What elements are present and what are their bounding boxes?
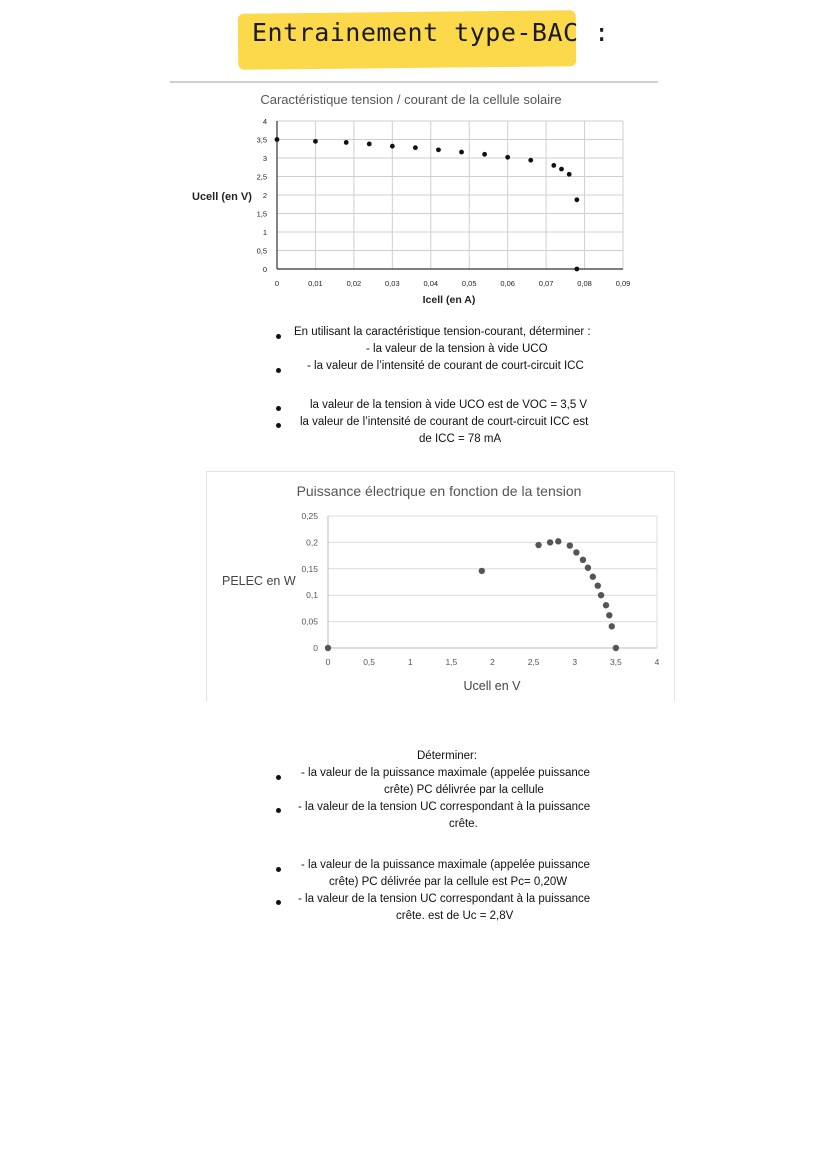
x-tick-label: 0,04 [423, 279, 439, 288]
x-tick-label: 0 [274, 279, 280, 288]
y-tick-label: 0,15 [301, 563, 318, 574]
x-tick-label: 0,01 [308, 279, 323, 288]
question-line: - la valeur de la tension UC correspondant à la puissance [298, 801, 591, 813]
answer-line: crête) PC délivrée par la cellule est Pc= 0,20W [329, 876, 568, 888]
answer-line: - la valeur de la tension UC correspondant à la puissance [298, 893, 591, 905]
page-title: Entrainement type-BAC : [252, 18, 610, 47]
x-tick-label: 0,02 [346, 279, 362, 288]
y-tick-label: 0,1 [306, 590, 318, 601]
x-tick-label: 0,07 [538, 279, 554, 288]
y-tick-label: 3 [262, 154, 267, 163]
x-tick-label: 1,5 [445, 657, 458, 667]
x-tick-label: 0,03 [385, 279, 400, 288]
y-tick-label: 0,25 [301, 511, 318, 521]
y-tick-label: 0,5 [256, 246, 267, 256]
y-tick-label: 0 [262, 265, 267, 274]
x-tick-label: 2,5 [527, 657, 540, 667]
x-tick-label: 0,06 [500, 279, 515, 288]
question-line: - la valeur de l’intensité de courant de court-circuit ICC [307, 360, 584, 372]
bullet [276, 867, 281, 872]
bullet [276, 900, 281, 905]
answer-line: de ICC = 78 mA [419, 433, 502, 445]
chart1-y-label: Ucell (en V) [192, 191, 252, 203]
question-line: crête. [449, 818, 478, 830]
question-line: En utilisant la caractéristique tension-courant, déterminer : [294, 326, 591, 338]
y-tick-label: 3,5 [256, 135, 267, 145]
chart1-title: Caractéristique tension / courant de la cellule solaire [260, 92, 562, 107]
chart2-title: Puissance électrique en fonction de la tension [296, 483, 582, 499]
x-tick-label: 4 [654, 657, 660, 667]
question-line: crête) PC délivrée par la cellule [384, 784, 544, 796]
answer-line: la valeur de la tension à vide UCO est de VOC = 3,5 V [310, 399, 588, 411]
chart2-x-label: Ucell en V [463, 679, 521, 693]
x-tick-label: 0 [325, 657, 331, 667]
x-tick-label: 0,08 [577, 279, 592, 288]
answer-line: - la valeur de la puissance maximale (appelée puissance [301, 859, 590, 871]
answer-line: crête. est de Uc = 2,8V [396, 910, 514, 922]
bullet [276, 775, 281, 780]
question-line: Déterminer: [417, 750, 478, 762]
x-tick-label: 0,09 [615, 279, 631, 288]
x-tick-label: 3,5 [609, 657, 622, 667]
y-tick-label: 2 [262, 191, 267, 200]
y-tick-label: 0,05 [301, 616, 318, 627]
y-tick-label: 4 [262, 117, 267, 126]
y-tick-label: 0,2 [306, 537, 318, 548]
x-tick-label: 1 [407, 657, 413, 667]
x-tick-label: 0,05 [461, 279, 477, 288]
x-tick-label: 0,5 [363, 657, 376, 667]
y-tick-label: 1 [262, 228, 267, 237]
bullet [276, 808, 281, 813]
x-tick-label: 2 [490, 657, 495, 667]
chart2-y-label: PELEC en W [222, 574, 296, 588]
answer-line: la valeur de l’intensité de courant de court-circuit ICC est [300, 416, 589, 428]
y-tick-label: 2,5 [256, 172, 267, 182]
x-tick-label: 3 [572, 657, 578, 667]
question-line: - la valeur de la tension à vide UCO [366, 343, 548, 355]
y-tick-label: 0 [313, 643, 318, 653]
y-tick-label: 1,5 [256, 209, 267, 219]
chart1-x-label: Icell (en A) [422, 294, 476, 306]
question-line: - la valeur de la puissance maximale (appelée puissance [301, 767, 590, 779]
